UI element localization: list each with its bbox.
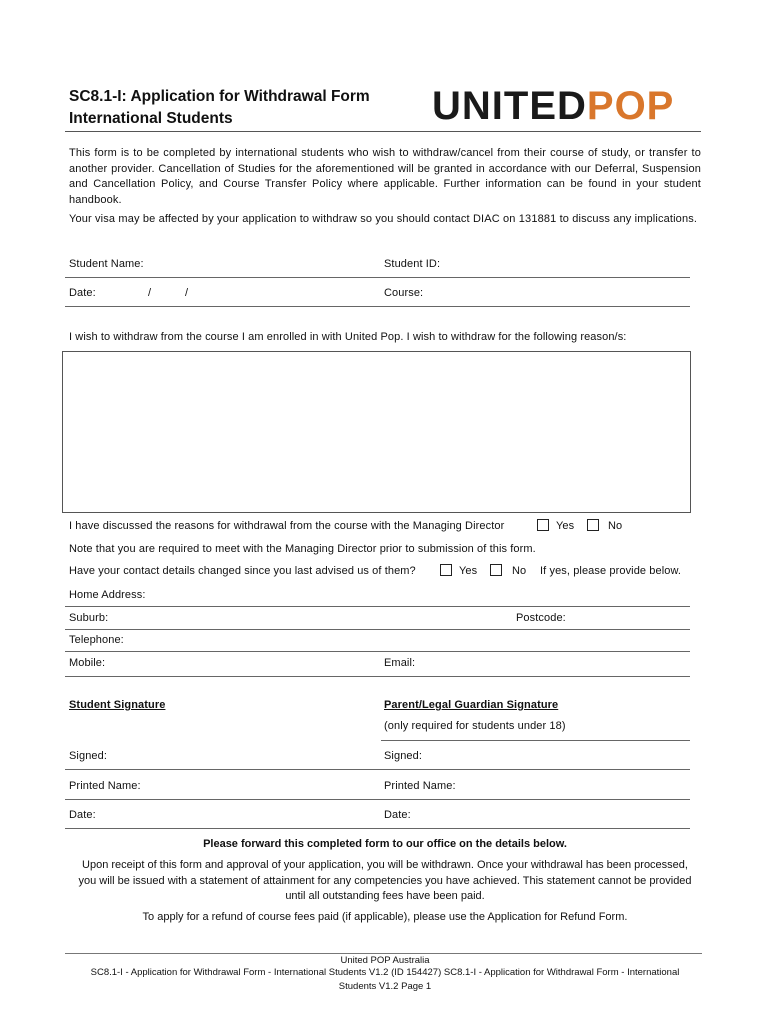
printed-name-field[interactable] [65,799,690,800]
united-pop-logo [432,84,674,128]
mobile-email-field[interactable] [65,676,690,677]
student-name-label: Student Name: [69,258,144,270]
student-signature-heading: Student Signature [69,699,166,711]
student-id-label: Student ID: [384,258,441,270]
reason-textarea[interactable] [62,351,691,513]
discussed-no-checkbox[interactable] [587,519,599,531]
meeting-note: Note that you are required to meet with the Managing Director prior to submission of this form. [69,543,536,555]
home-address-field[interactable] [65,606,690,607]
discussed-no-label: No [608,520,623,532]
forward-instruction: Please forward this completed form to our office on the details below. [203,838,567,850]
guardian-signed-label: Signed: [384,750,423,762]
telephone-field[interactable] [65,651,690,652]
home-address-label: Home Address: [69,589,146,601]
intro-paragraph: This form is to be completed by international students who wish to withdraw/cancel from their course of study, or transfer to another provider. Cancellation of Studies for the aforementioned will be granted in accordance with our Deferral, Suspension and Cancellation Policy, and Course Transfer Policy where applicable. Further information can be found in your student handbook. [69,147,701,206]
receipt-paragraph: Upon receipt of this form and approval of your application, you will be withdrawn. Once your withdrawal has been processed, you will be issued with a statement of attainment for any competencies you have achieved. This statement cannot be provided until all outstanding fees have been paid. [78,859,692,902]
reason-prompt: I wish to withdraw from the course I am enrolled in with United Pop. I wish to withdraw for the following reason/s: [69,331,627,343]
footer-company: United POP Australia [340,955,430,966]
signature-date-field[interactable] [65,828,690,829]
visa-paragraph: Your visa may be affected by your application to withdraw so you should contact DIAC on 131881 to discuss any implications. [69,213,698,225]
signed-field[interactable] [65,769,690,770]
suburb-postcode-field[interactable] [65,629,690,630]
suburb-label: Suburb: [69,612,109,624]
signed-label: Signed: [69,750,108,762]
header-divider [65,131,701,132]
guardian-date-label: Date: [384,809,411,821]
student-name-field[interactable] [65,277,690,278]
contact-yes-label: Yes [459,565,478,577]
discussed-yes-checkbox[interactable] [537,519,549,531]
logo-pop: POP [586,84,675,128]
discussion-question: I have discussed the reasons for withdrawal from the course with the Managing Director [69,520,505,532]
discussed-yes-label: Yes [556,520,575,532]
date-label: Date: [69,287,96,299]
contact-no-label: No [512,565,527,577]
email-label: Email: [384,657,416,669]
printed-name-label: Printed Name: [69,780,141,792]
guardian-note-rule [381,740,690,741]
guardian-printed-name-label: Printed Name: [384,780,456,792]
date-course-field[interactable] [65,306,690,307]
logo-united: UNITED [432,84,587,128]
contact-followup: If yes, please provide below. [540,565,682,577]
refund-paragraph: To apply for a refund of course fees paid (if applicable), please use the Application for Refund Form. [142,911,628,923]
footer-document-id: SC8.1-I - Application for Withdrawal Form - International Students V1.2 (ID 154427) SC8.1-I - Application for Withdrawal Form - International Students V1.2 Page 1 [90,967,680,992]
contact-no-checkbox[interactable] [490,564,502,576]
form-subtitle: International Students [69,110,233,127]
contact-yes-checkbox[interactable] [440,564,452,576]
date-slash: / [185,287,189,299]
guardian-note: (only required for students under 18) [384,720,566,732]
postcode-label: Postcode: [516,612,566,624]
guardian-signature-heading: Parent/Legal Guardian Signature [384,699,559,711]
date-slash: / [148,287,152,299]
form-title: SC8.1-I: Application for Withdrawal Form [69,88,370,105]
mobile-label: Mobile: [69,657,106,669]
signature-date-label: Date: [69,809,96,821]
course-label: Course: [384,287,424,299]
telephone-label: Telephone: [69,634,124,646]
contact-changed-question: Have your contact details changed since you last advised us of them? [69,565,416,577]
